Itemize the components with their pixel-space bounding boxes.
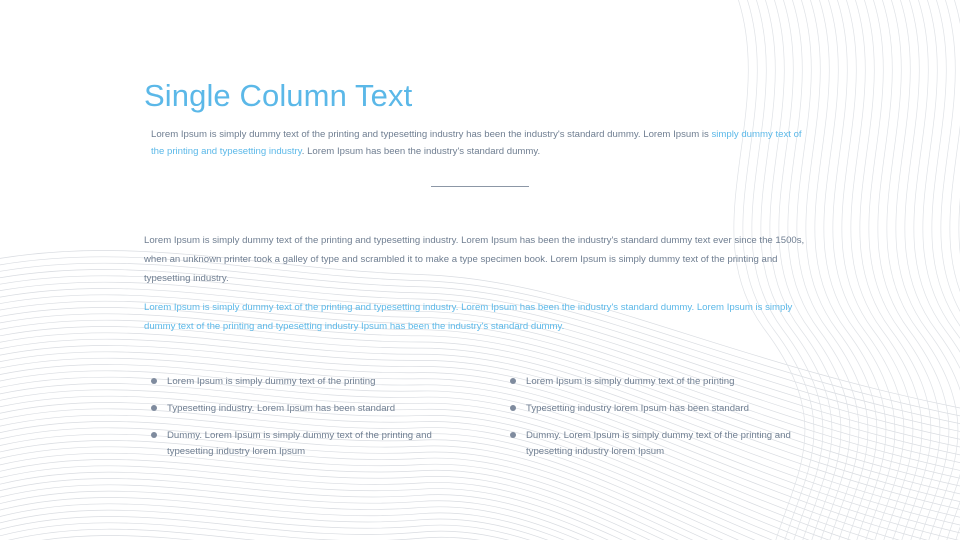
list-item-text: Dummy. Lorem Ipsum is simply dummy text of the printing and typesetting industry lorem Ipsum xyxy=(167,430,432,457)
list-item xyxy=(151,428,461,460)
intro-paragraph xyxy=(151,126,811,160)
list-item xyxy=(510,401,820,417)
intro-text-highlight: simply dummy text of the printing and typesetting industry xyxy=(151,129,802,157)
list-item-text: Typesetting industry. Lorem Ipsum has been standard xyxy=(167,403,396,414)
bullet-list-left xyxy=(151,374,461,471)
bullet-dot-icon xyxy=(151,432,157,438)
slide-title: Single Column Text xyxy=(144,78,413,113)
list-item-text: Lorem Ipsum is simply dummy text of the printing xyxy=(526,376,735,387)
bullet-list-right xyxy=(510,374,820,471)
bullet-dot-icon xyxy=(151,405,157,411)
body-paragraph-1: Lorem Ipsum is simply dummy text of the printing and typesetting industry. Lorem Ipsum has been the industry's standard dummy text ever since the 1500s, when an unknown printer took a galley of type and scrambled it to make a type specimen book. Lorem Ipsum is simply dummy text of the printing and typesetting industry. xyxy=(144,235,805,285)
list-item xyxy=(510,374,820,390)
list-item xyxy=(510,428,820,460)
list-item xyxy=(151,374,461,390)
bullet-dot-icon xyxy=(151,378,157,384)
intro-text-end: . Lorem Ipsum has been the industry's standard dummy. xyxy=(301,146,541,157)
body-paragraph-2-highlight: Lorem Ipsum is simply dummy text of the printing and typesetting industry. Lorem Ipsum has been the industry's standard dummy. Lorem Ipsum is simply dummy text of the printing and typesetting industry Ipsum has been the industry's standard dummy. xyxy=(144,302,793,333)
list-item-text: Dummy. Lorem Ipsum is simply dummy text of the printing and typesetting industry lorem Ipsum xyxy=(526,430,791,457)
bullet-dot-icon xyxy=(510,378,516,384)
bullet-dot-icon xyxy=(510,432,516,438)
list-item-text: Lorem Ipsum is simply dummy text of the printing xyxy=(167,376,376,387)
list-item xyxy=(151,401,461,417)
list-item-text: Typesetting industry lorem Ipsum has been standard xyxy=(526,403,749,414)
intro-text-start: Lorem Ipsum is simply dummy text of the printing and typesetting industry has been the industry's standard dummy. Lorem Ipsum is xyxy=(151,129,712,140)
bullet-dot-icon xyxy=(510,405,516,411)
divider-line xyxy=(431,186,529,187)
